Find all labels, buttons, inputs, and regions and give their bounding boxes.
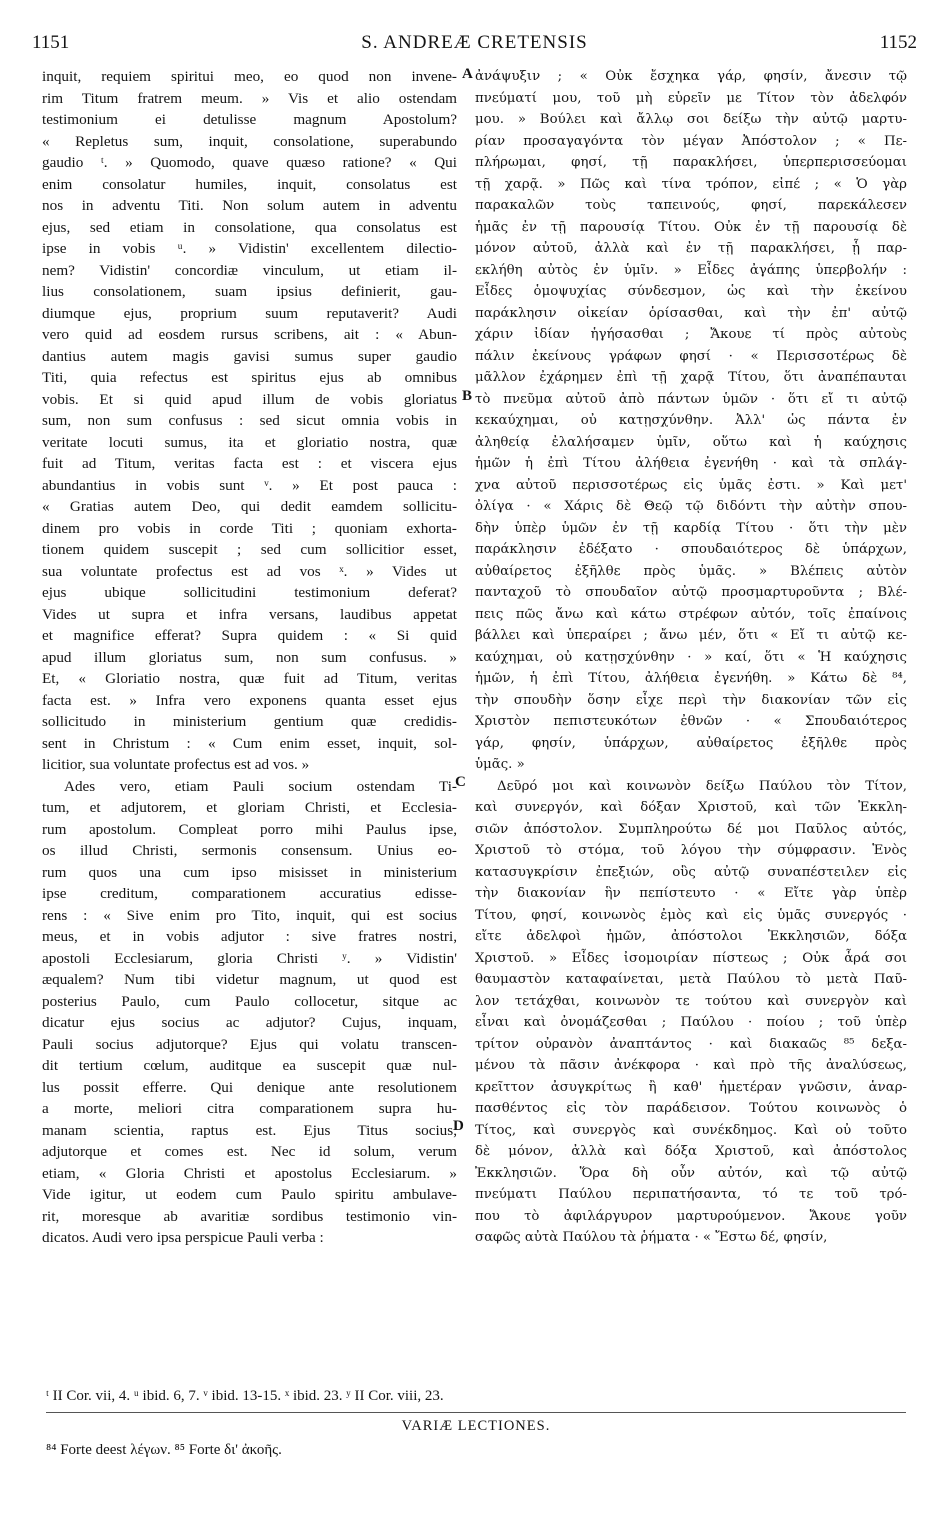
variae-lectiones-heading: VARIÆ LECTIONES. (401, 1418, 551, 1434)
greek-text-line: τῇ χαρᾷ. » Πῶς καὶ τίνα τρόπον, εἰπέ ; « Ὁ γὰρ (475, 176, 907, 192)
latin-text-line: licitior, sua voluntate profectus est ad vos. » (42, 756, 310, 773)
latin-text-line: ejus, sed etiam in consolatione, qua consolatus est (42, 218, 457, 236)
greek-text-line: εἶναι καὶ ὀνομάζεσθαι ; Παύλου · ποίου ; τοῦ ὑπὲρ (475, 1015, 907, 1030)
latin-text-line: dicatur ejus socius ac adjutor? Cujus, inquam, (42, 1014, 457, 1031)
latin-text-line: apud illum gloriatus sum, non sum confusus. » (42, 648, 457, 666)
footnotes (46, 1385, 906, 1461)
latin-text-line: posterius Paulo, cum Paulo collocetur, sitque ac (42, 992, 457, 1010)
greek-text-line: πνεύματί μου, τοῦ μὴ εὑρεῖν με Τίτον τὸν ἀδελφόν (475, 90, 907, 106)
latin-text-line: ejus ubique sollicitudini testimonium deferat? (42, 584, 457, 601)
latin-text-line: adjutorque et comes est. Nec id solum, verum (42, 1143, 457, 1160)
greek-text-line: πνεύματι Παύλου περιπατήσαντα, τό τε τοῦ τρό- (475, 1187, 907, 1202)
latin-text-line: vobis. Et si quid apud illum de vobis gloriatus (42, 390, 457, 408)
latin-text-line: Vides ut supra et infra versans, laudibus appetat (42, 605, 457, 623)
greek-text-line: εἴτε ἀδελφοὶ ἡμῶν, ἀπόστολοι Ἐκκλησιῶν, δόξα (475, 929, 907, 944)
greek-text-line: κεκαύχημαι, οὐ κατῃσχύνθην. Ἀλλ' ὡς πάντα ἐν (475, 413, 907, 428)
greek-column (475, 66, 907, 1249)
latin-text-line: tum, et adjutorem, et gloriam Christi, et Ecclesia- (42, 799, 457, 816)
latin-text-line: testimonium ei detulisse magnum Apostolum? (42, 111, 457, 128)
latin-text-line: nem? Vidistin' concordiæ vinculum, ut etiam il- (42, 261, 457, 279)
latin-column (42, 66, 457, 1249)
latin-text-line: etiam, « Gloria Christi et apostolus Ecclesiarum. » (42, 1164, 457, 1182)
latin-text-line: diumque ejus, proprium suum reputaverit? Audi (42, 304, 457, 322)
greek-text-line: καύχημαι, οὐ κατῃσχύνθην · » καί, ὅτι « Ἡ καύχησις (475, 649, 907, 665)
greek-text-line: Τίτος, καὶ συνεργὸς καὶ συνέκδημος. Καὶ οὐ τοῦτο (475, 1122, 907, 1138)
greek-text-line: μᾶλλον ἐχάρημεν ἐπὶ τῇ χαρᾷ Τίτου, ὅτι ἀναπέπαυται (475, 370, 907, 385)
latin-text-line: ipse in vobis ᵘ. » Vidistin' excellentem dilectio- (42, 240, 457, 257)
latin-text-line: fuit ad Titum, veritas facta est : et viscera ejus (42, 455, 457, 472)
page-header (32, 32, 917, 62)
margin-marker-b: B (462, 388, 473, 404)
greek-text-line: σαφῶς αὐτὰ Παύλου τὰ ῥήματα · « Ἔστω δέ, φησίν, (475, 1230, 828, 1245)
latin-text-line: dinem pro vobis in corde Titi ; quoniam exhorta- (42, 519, 457, 537)
greek-text-line: χάριν ἰδίαν ἡγήσασθαι ; Ἄκουε τί πρὸς αὐτοὺς (475, 327, 907, 342)
greek-text-line: Χριστοῦ. » Εἶδες ἰσομοιρίαν πίστεως ; Οὐκ ἆρά σοι (475, 950, 907, 966)
latin-text-line: Et, « Gloriatio nostra, quæ fuit ad Titum, veritas (42, 670, 457, 687)
latin-text-line: sua voluntate profectus est ad vos ˣ. » Vides ut (42, 562, 457, 580)
greek-text-line: Τίτου, φησί, κοινωνὸς ἐμὸς καὶ εἰς ὑμᾶς συνεργός · (475, 907, 907, 923)
greek-text-line: κρεῖττον ἀσυγκρίτως ἢ καθ' ἡμετέραν γνῶσιν, ἁναρ- (475, 1079, 907, 1095)
greek-text-line: που τὸ ἀφιλάργυρον μαρτυρούμενον. Ἄκουε γοῦν (475, 1208, 907, 1224)
greek-text-line: τρίτον οὐρανὸν ἀναπτάντος · καὶ διακαῶς ⁸⁵ δεξα- (475, 1036, 907, 1052)
greek-text-line: γάρ, φησίν, ὑπάρχων, αὐθαίρετος ἐξῆλθε πρὸς (475, 735, 907, 751)
greek-text-line: Εἶδες ὁμοψυχίας σύνδεσμον, ὡς καὶ τὴν ἐκείνου (475, 284, 907, 299)
latin-text-line: manam scientia, raptus est. Ejus Titus socius, (42, 1121, 457, 1139)
latin-text-line: dicatos. Audi vero ipsa perspicue Pauli verba : (42, 1229, 324, 1246)
greek-text-line: ἡμᾶς ἐν τῇ παρουσίᾳ Τίτου. Οὐκ ἐν τῇ παρουσίᾳ δὲ (475, 219, 907, 235)
greek-text-line: τὴν σπουδὴν ὅσην εἶχε περὶ τὴν διακονίαν τῶν εἰς (475, 692, 907, 708)
greek-text-line: θαυμαστὸν καταφαίνεται, μετὰ Παύλου τὸ μετὰ Παῦ- (475, 972, 907, 987)
running-title: S. ANDREÆ CRETENSIS (361, 32, 588, 53)
greek-text-line: σιῶν ἀπόστολον. Συμπληρούτω δέ μοι Παῦλος αὐτός, (475, 821, 907, 837)
greek-text-line: ὑμᾶς. » (475, 757, 525, 772)
greek-text-line: τὴν διακονίαν ἣν πεπίστευτο · « Εἴτε γὰρ ὑπὲρ (475, 886, 907, 901)
latin-text-line: tionem quidem suscepit ; sed cum sollicitior esset, (42, 541, 457, 558)
latin-text-line: lius consolationem, suam ipsius definierit, gau- (42, 283, 457, 300)
greek-text-line: μένου τὰ πᾶσιν ἀνέκφορα · καὶ πρὸ τῆς ἀναλύσεως, (475, 1058, 907, 1073)
latin-text-line: rum apostolum. Compleat porro mihi Paulus ipse, (42, 820, 457, 838)
latin-text-line: dantius autem magis gavisi sumus super gaudio (42, 347, 457, 365)
latin-text-line: ipse creditum, comparationem accuratius edisse- (42, 885, 457, 902)
greek-text-line: ἡμῶν ἡ ἐπὶ Τίτου ἀλήθεια ἐγενήθη · καὶ τὰ σπλάγ- (475, 456, 907, 471)
margin-marker-d: D (453, 1118, 464, 1134)
greek-text-line: τὸ πνεῦμα αὐτοῦ ἀπὸ πάντων ὑμῶν · ὅτι εἴ τι αὐτῷ (475, 391, 907, 407)
greek-text-line: βάλλει καὶ ὑπεραίρει ; ἄνω μέν, ὅτι « Εἴ τι αὐτῷ κε- (475, 628, 907, 643)
greek-text-line: δὴν ὑπὲρ ὑμῶν ἐν τῇ καρδίᾳ Τίτου · ὅτι τὴν μὲν (475, 520, 907, 536)
greek-text-line: ὀλίγα · « Χάρις δὲ Θεῷ τῷ διδόντι τὴν αὐτὴν σπου- (475, 499, 907, 514)
latin-text-line: rim Titum fratrem meum. » Vis et alio ostendam (42, 89, 457, 107)
greek-text-line: παρακαλῶν τοὺς ταπεινούς, φησί, παρεκάλεσεν (475, 198, 907, 213)
greek-text-line: παράκλησιν οἰκείαν ὁρίσασθαι, καὶ τὴν ἐπ' αὐτῷ (475, 305, 907, 321)
greek-text-line: πανταχοῦ τὸ σπουδαῖον αὐτῷ προσμαρτυροῦντα ; Βλέ- (475, 585, 907, 600)
latin-text-line: æqualem? Num tibi videtur magnum, ut quod est (42, 971, 457, 988)
greek-text-line: μόνον αὐτοῦ, ἀλλὰ καὶ ἐν τῇ παρακλήσει, ᾗ παρ- (475, 241, 907, 256)
margin-marker-a: A (462, 66, 473, 82)
greek-text-line: δὲ μόνον, ἀλλὰ καὶ δόξα Χριστοῦ, καὶ ἀπόστολος (475, 1144, 907, 1159)
latin-text-line: meus, et in vobis adjutor : sive fratres nostri, (42, 928, 457, 945)
latin-text-line: et magnifice efferat? Supra quidem : « Si quid (42, 627, 457, 644)
greek-text-line: Δεῦρό μοι καὶ κοινωνὸν δείξω Παύλου τὸν Τίτον, (497, 778, 907, 794)
latin-text-line: enim consolatur humiles, inquit, consolatus est (42, 175, 457, 193)
greek-text-line: ἀληθείᾳ ἐλαλήσαμεν ὑμῖν, οὕτω καὶ ἡ καύχησις (475, 434, 907, 450)
greek-text-line: καὶ συνεργόν, καὶ δόξαν Χριστοῦ, καὶ τῶν Ἐκκλη- (475, 800, 907, 815)
latin-text-line: vero quid ad eosdem rursus scribens, ait : « Abun- (42, 326, 457, 343)
latin-text-line: rit, moresque ab avaritiæ sordibus testimonio vin- (42, 1207, 457, 1225)
latin-text-line: nos in adventu Titi. Non solum autem in adventu (42, 197, 457, 214)
latin-text-line: veritate locuti sumus, ita et gloriatio nostra, quæ (42, 433, 457, 451)
greek-text-line: ἡμῶν, ἡ ἐπὶ Τίτου, ἀλήθεια ἐγενήθη. » Κάτω δὲ ⁸⁴, (475, 671, 907, 686)
greek-text-line: Χριστοῦ τὸ στόμα, τοῦ λόγου τὴν σύμφρασιν. Ἑνὸς (475, 843, 907, 858)
greek-text-line: Ἐκκλησιῶν. Ὅρα δὴ οὖν αὐτόν, καὶ τῷ αὐτῷ (475, 1165, 907, 1181)
greek-text-line: λον τετάχθαι, κοινωνὸν τε τούτου καὶ συνεργὸν καὶ (475, 993, 907, 1009)
greek-text-line: Χριστὸν πεπιστευκότων ἐθνῶν · « Σπουδαιότερος (475, 714, 907, 729)
latin-text-line: sollicitudo in ministerium gentium quæ credidis- (42, 713, 457, 730)
latin-text-line: apostoli Ecclesiarum, gloria Christi ʸ. » Vidistin' (42, 949, 457, 967)
latin-text-line: Titi, quia refectus est spiritus ejus ab omnibus (42, 369, 457, 386)
latin-text-line: facta est. » Infra vero exponens quanta esset ejus (42, 691, 457, 709)
greek-text-line: πασθέντος εἰς τὸν παράδεισον. Τούτου κοινωνὸς ὁ (475, 1101, 907, 1116)
latin-text-line: « Repletus sum, inquit, consolatione, superabundo (42, 132, 457, 150)
greek-text-line: μου. » Βούλει καὶ ἄλλῳ σοι δείξω τὴν αὐτῷ μαρτυ- (475, 112, 907, 127)
greek-text-line: εκλήθη αὐτὸς ἐν ὑμῖν. » Εἶδες ἀγάπης ὑπερβολήν : (475, 262, 907, 278)
latin-text-line: abundantius in vobis sunt ᵛ. » Et post pauca : (42, 476, 457, 494)
latin-text-line: sum, non sum confusus : sed sicut omnia vobis in (42, 412, 457, 429)
latin-text-line: « Gratias autem Deo, qui dedit eamdem sollicitu- (42, 498, 457, 515)
latin-text-line: Pauli socius adjutorque? Ejus qui volatu transcen- (42, 1035, 457, 1053)
latin-text-line: dit tertium cœlum, auditque ea suscepit quæ nul- (42, 1057, 457, 1074)
latin-text-line: os illud Christi, sermonis consensum. Unius eo- (42, 842, 457, 859)
footnote-references: ᵗ II Cor. vii, 4. ᵘ ibid. 6, 7. ᵛ ibid. 13-15. ˣ ibid. 23. ʸ II Cor. viii, 23. (46, 1388, 444, 1404)
greek-text-line: αὐθαίρετος ἐξῆλθε πρὸς ὑμᾶς. » Βλέπεις αὐτὸν (475, 563, 907, 579)
greek-text-line: παράκλησιν ἐδέξατο · σπουδαιότερος δὲ ὑπάρχων, (475, 542, 907, 557)
page-number-left: 1151 (32, 32, 70, 53)
latin-text-line: Ades vero, etiam Pauli socium ostendam Ti- (64, 777, 457, 795)
margin-marker-c: C (455, 774, 466, 790)
latin-text-line: a morte, meliori citra comparationem supra hu- (42, 1100, 457, 1117)
latin-text-line: Vide igitur, ut eodem cum Paulo spiritu ambulave- (42, 1186, 457, 1203)
greek-text-line: ρίαν προσαγαγόντα τὸν μέγαν Ἀπόστολον ; « Πε- (475, 133, 907, 149)
greek-text-line: πεις πῶς ἄνω καὶ κάτω στρέφων αὐτόν, τοῖς ἐπαίνοις (475, 606, 907, 622)
latin-text-line: lus possit efferre. Qui denique ante resolutionem (42, 1078, 457, 1096)
latin-text-line: gaudio ᵗ. » Quomodo, quave quæso ratione? « Qui (42, 154, 457, 171)
greek-text-line: κατασυγκρίσιν ἐπεξιών, οὓς αὐτῷ συναπέστειλεν εἰς (475, 864, 907, 880)
latin-text-line: rens : « Sive enim pro Tito, inquit, qui est socius (42, 906, 457, 924)
page-number-right: 1152 (879, 32, 917, 53)
latin-text-line: sent in Christum : « Cum enim esset, inquit, sol- (42, 734, 457, 752)
greek-text-line: πλήρωμαι, φησί, τῇ παρακλήσει, ὑπερπερισσεύομαι (475, 155, 907, 170)
greek-text-line: πάλιν ἐκείνους γράφων φησί · « Περισσοτέρως δὲ (475, 348, 907, 364)
greek-text-line: ἀνάψυξιν ; « Οὐκ ἔσχηκα γάρ, φησίν, ἄνεσιν τῷ (475, 69, 907, 84)
greek-text-line: χνα αὐτοῦ περισσοτέρως εἰς ὑμᾶς ἐστι. » Καὶ μετ' (475, 477, 907, 493)
latin-text-line: rum quos una cum ipso misisset in ministerium (42, 863, 457, 881)
variae-lectiones-notes: ⁸⁴ Forte deest λέγων. ⁸⁵ Forte δι' ἀκοῆς. (46, 1442, 282, 1458)
latin-text-line: inquit, requiem spiritui meo, eo quod non invene- (42, 68, 457, 85)
